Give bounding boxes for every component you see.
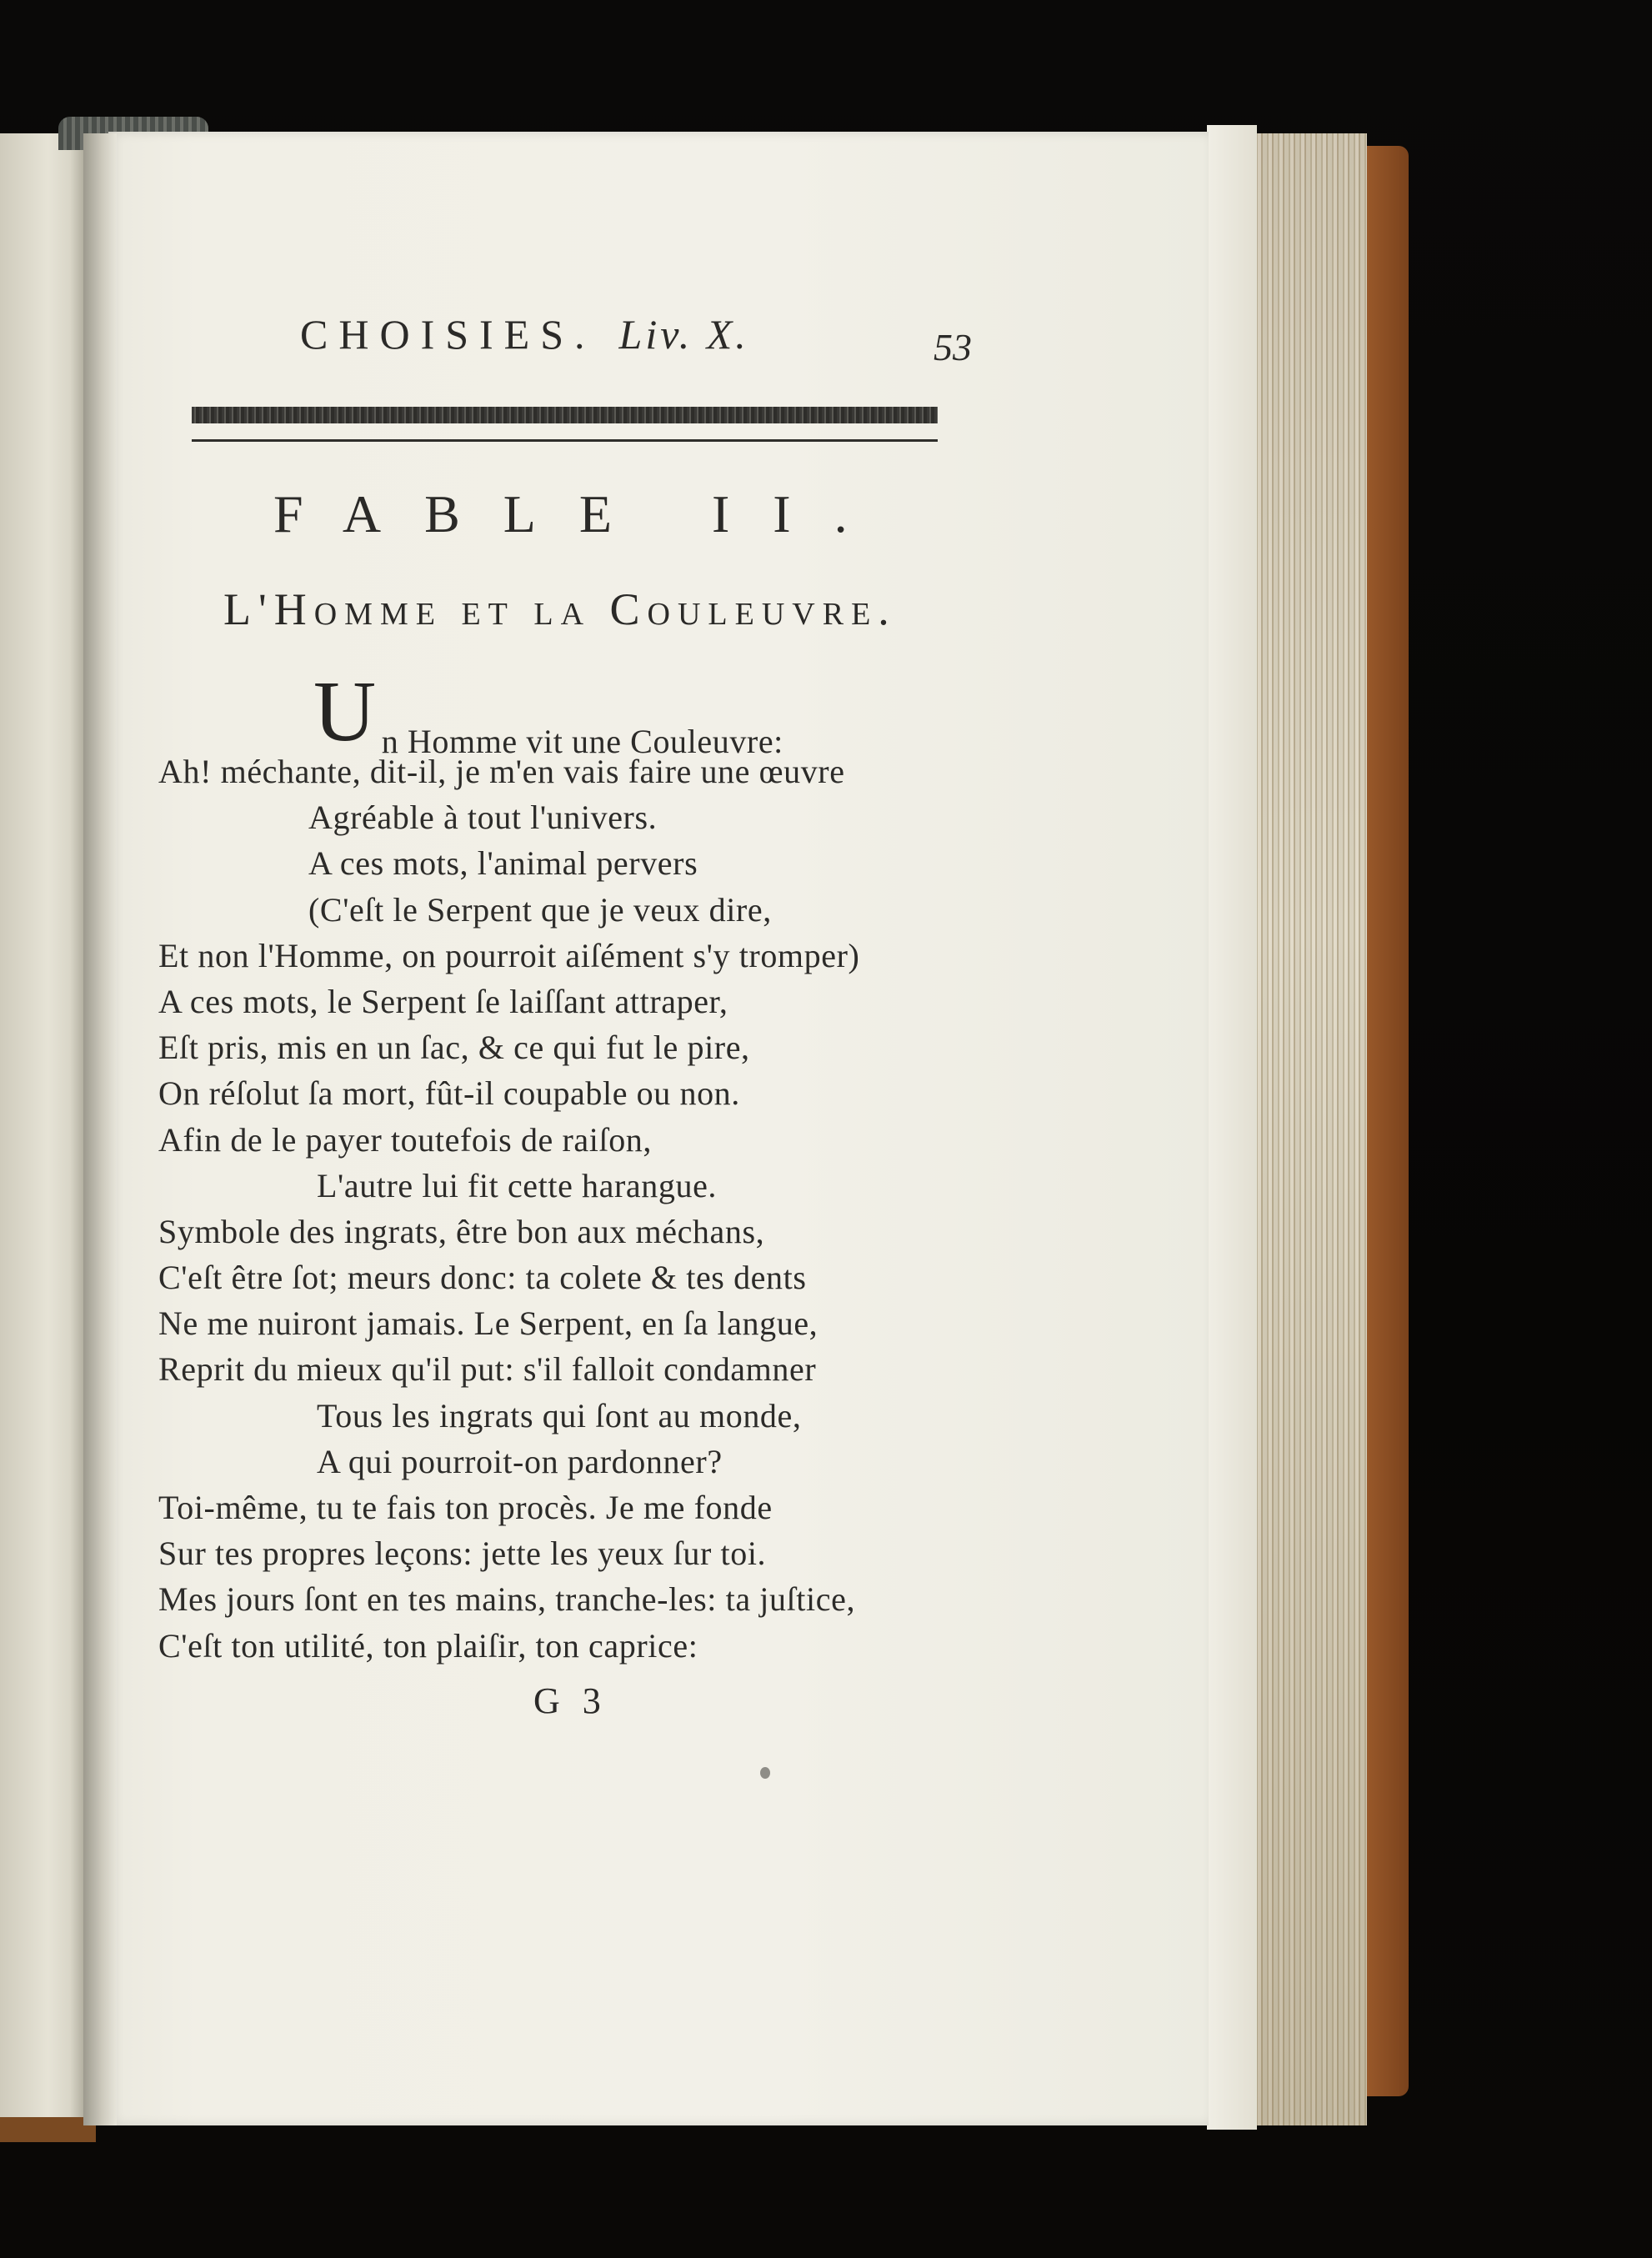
- verse-line: Agréable à tout l'univers.: [308, 799, 658, 837]
- running-head: [300, 310, 749, 358]
- fable-title: FABLE II.: [273, 484, 891, 543]
- verse-first-line: [158, 663, 1009, 760]
- verse-line: C'eſt ton utilité, ton plaiſir, ton caprice:: [158, 1626, 698, 1665]
- verse-line: C'eſt être ſot; meurs donc: ta colete & tes dents: [158, 1259, 807, 1297]
- verse-line: Ne me nuiront jamais. Le Serpent, en ſa langue,: [158, 1304, 818, 1343]
- verse-line: On réſolut ſa mort, fût-il coupable ou non.: [158, 1074, 740, 1113]
- page-number: 53: [934, 326, 972, 368]
- signature-mark: G 3: [533, 1680, 608, 1721]
- verse-line: Reprit du mieux qu'il put: s'il falloit condamner: [158, 1350, 817, 1389]
- verse-line: Eſt pris, mis en un ſac, & ce qui fut le pire,: [158, 1029, 750, 1067]
- left-page: [0, 133, 88, 2134]
- verse-line: Toi-même, tu te fais ton procès. Je me fonde: [158, 1489, 773, 1526]
- drop-cap: U: [313, 663, 377, 759]
- verse-line: Et non l'Homme, on pourroit aiſément s'y tromper): [158, 936, 860, 974]
- book-gutter: [83, 133, 117, 2125]
- verse-body: [158, 663, 1009, 1669]
- fable-subtitle: L'Homme et la Couleuvre.: [223, 584, 897, 634]
- verse-line: Symbole des ingrats, être bon aux méchans,: [158, 1212, 765, 1250]
- verse-line: Mes jours ſont en tes mains, tranche-les: ta juſtice,: [158, 1580, 856, 1619]
- ornamental-rule-thick: [192, 407, 938, 423]
- verse-line: Tous les ingrats qui ſont au monde,: [317, 1396, 802, 1434]
- verse-line: A qui pourroit-on pardonner?: [317, 1442, 723, 1480]
- verse-line: A ces mots, l'animal pervers: [308, 844, 698, 883]
- running-head-book: Liv. X.: [618, 311, 749, 358]
- page-edge: [1207, 125, 1257, 2130]
- verse-line: Sur tes propres leçons: jette les yeux ſur toi.: [158, 1535, 767, 1573]
- verse-line: Ah! méchante, dit-il, je m'en vais faire une œuvre: [158, 753, 845, 790]
- verse-line: A ces mots, le Serpent ſe laiſſant attraper,: [158, 982, 728, 1020]
- running-head-title: CHOISIES.: [300, 311, 596, 358]
- paper-speck: [760, 1767, 770, 1779]
- verse-first-line-text: n Homme vit une Couleuvre:: [381, 723, 783, 760]
- left-cover-edge: [0, 2117, 96, 2142]
- verse-line: (C'eſt le Serpent que je veux dire,: [308, 890, 772, 929]
- verse-line: L'autre lui fit cette harangue.: [317, 1166, 718, 1204]
- verse-line: Afin de le payer toutefois de raiſon,: [158, 1120, 653, 1159]
- ornamental-rule-thin: [192, 439, 938, 442]
